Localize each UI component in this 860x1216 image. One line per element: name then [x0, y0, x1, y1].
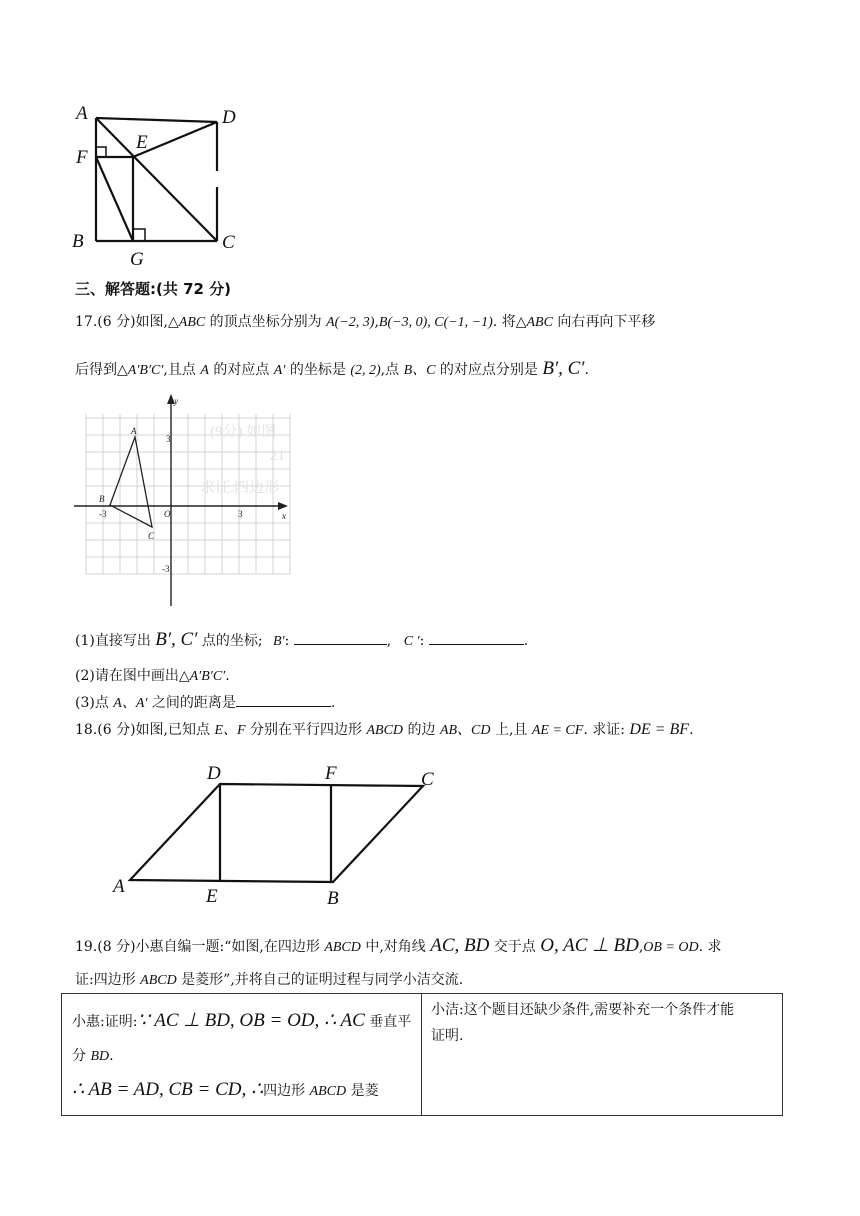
- answer-blank-c[interactable]: [429, 630, 524, 645]
- fig16-label-d: D: [222, 107, 236, 128]
- q17-line2: 后得到△A′B′C′,且点 A 的对应点 A′ 的坐标是 (2, 2),点 B、C 的对应点分别是 B′, C′.: [75, 358, 589, 379]
- q19-right-line1: 小洁:这个题目还缺少条件,需要补充一个条件才能: [431, 1002, 735, 1018]
- triangle-abc: [110, 437, 152, 527]
- faint-text-1: 21: [270, 448, 285, 464]
- graph-label-a: A: [131, 426, 137, 436]
- answer-blank-b[interactable]: [294, 630, 387, 645]
- fig16-label-f: F: [76, 147, 88, 168]
- x-axis-label: x: [282, 511, 286, 521]
- fig18-label-b: B: [327, 888, 339, 909]
- graph-label-c: C: [148, 531, 155, 541]
- fig16-label-b: B: [72, 231, 84, 252]
- fig16-label-g: G: [130, 249, 144, 270]
- q18-line: 18.(6 分)如图,已知点 E、F 分别在平行四边形 ABCD 的边 AB、CD 上,且 AE = CF. 求证: DE = BF.: [75, 721, 694, 738]
- answer-blank-distance[interactable]: [236, 692, 331, 707]
- section-heading: 三、解答题:(共 72 分): [75, 280, 232, 298]
- fig18-label-a: A: [113, 876, 125, 897]
- x-tick-3: 3: [238, 509, 243, 519]
- q17-line1: 17.(6 分)如图,△ABC 的顶点坐标分别为 A(−2, 3),B(−3, 0), C(−1, −1). 将△ABC 向右再向下平移: [75, 314, 656, 330]
- fig18-label-c: C: [421, 769, 434, 790]
- q17-coordinate-grid: [70, 392, 300, 608]
- fig16-label-c: C: [222, 232, 235, 253]
- q18-parallelogram-figure: [105, 760, 450, 910]
- q16-square-figure: [60, 95, 260, 275]
- q17-part2: (2)请在图中画出△A′B′C′.: [75, 668, 230, 684]
- fig18-label-d: D: [207, 763, 221, 784]
- origin-label: O: [164, 509, 171, 519]
- q19-left-line1: 小惠:证明:∵ AC ⊥ BD, OB = OD, ∴ AC 垂直平: [72, 1010, 412, 1031]
- y-axis-label: y: [174, 396, 178, 406]
- graph-label-b: B: [99, 494, 105, 504]
- q19-left-line2: 分 BD.: [72, 1048, 114, 1064]
- q19-line1: 19.(8 分)小惠自编一题:“如图,在四边形 ABCD 中,对角线 AC, BD 交于点 O, AC ⊥ BD,OB = OD. 求: [75, 935, 722, 956]
- q19-right-line2: 证明.: [431, 1028, 464, 1044]
- y-tick-neg3: -3: [162, 564, 170, 574]
- q17-part1: (1)直接写出 B′, C′ 点的坐标; B′: , C ′: .: [75, 629, 529, 650]
- fig18-label-f: F: [325, 763, 337, 784]
- x-tick-neg3: -3: [99, 509, 107, 519]
- faint-text-3: 求证:四边形: [200, 480, 280, 496]
- y-tick-3: 3: [166, 434, 171, 444]
- q19-left-line3: ∴ AB = AD, CB = CD, ∴四边形 ABCD 是菱: [72, 1079, 379, 1100]
- q17-part3: (3)点 A、A′ 之间的距离是 .: [75, 692, 335, 714]
- q19-table-divider: [421, 993, 422, 1115]
- fig18-label-e: E: [206, 886, 218, 907]
- faint-text-2: (9分) 如图: [210, 424, 277, 440]
- fig16-label-e: E: [136, 132, 148, 153]
- fig16-label-a: A: [76, 103, 88, 124]
- q19-line2: 证:四边形 ABCD 是菱形”,并将自己的证明过程与同学小洁交流.: [75, 972, 464, 988]
